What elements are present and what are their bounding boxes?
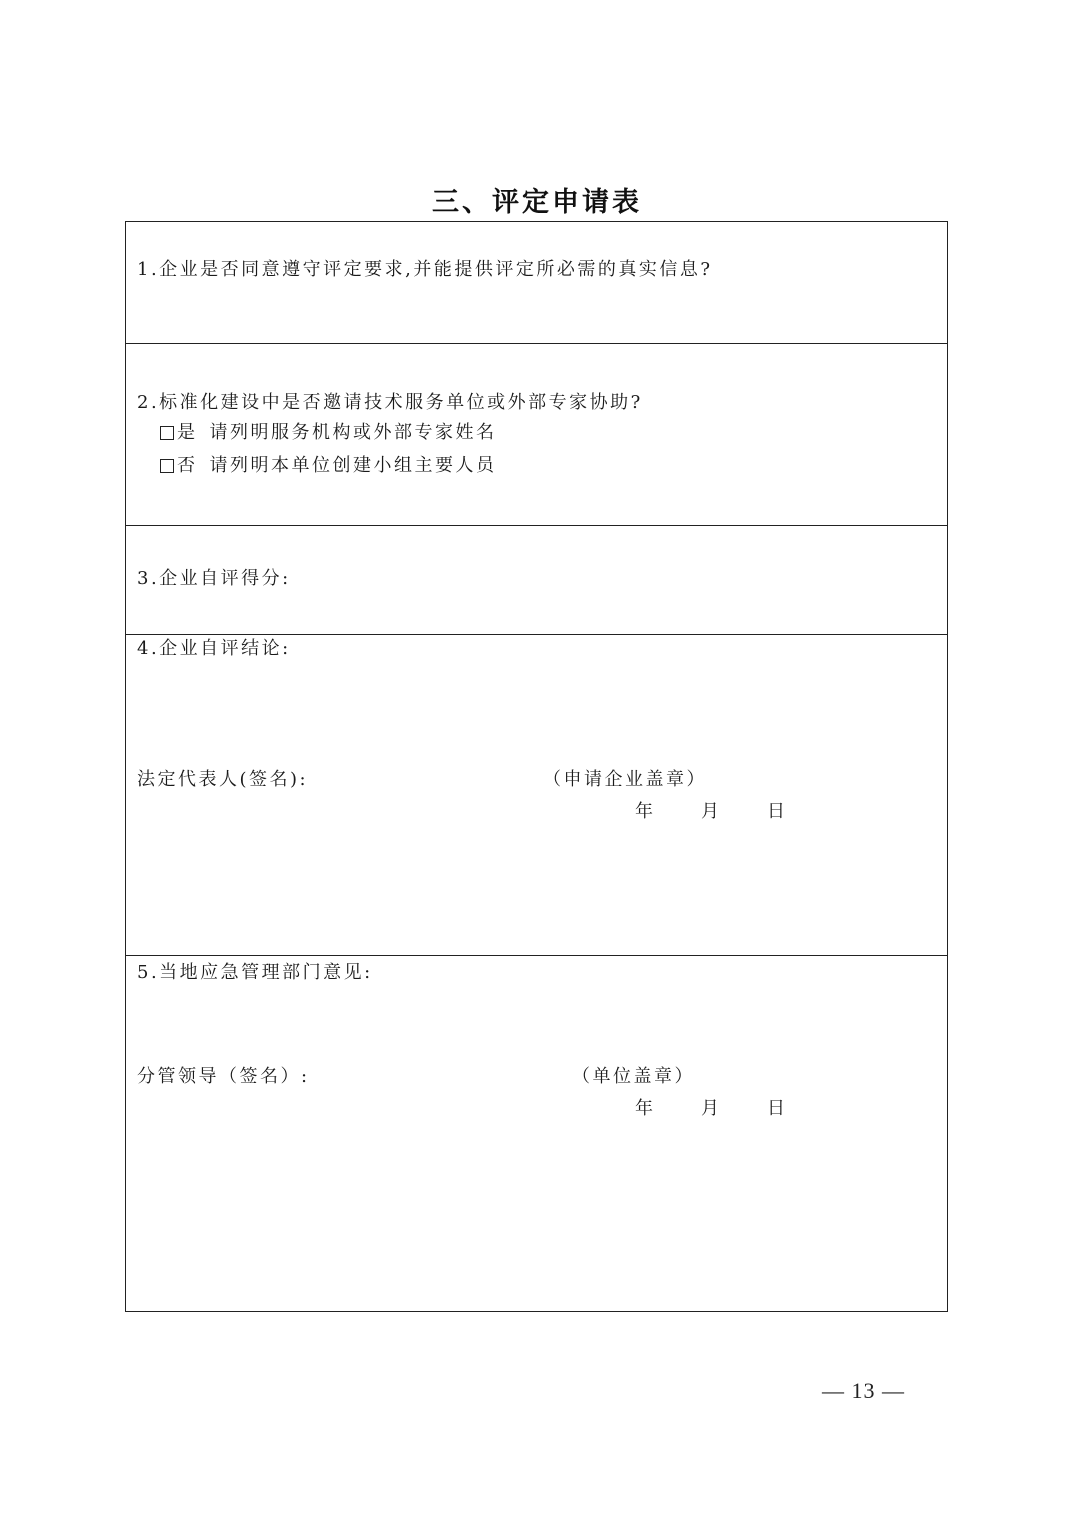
question-5-text: 5.当地应急管理部门意见: [137, 962, 373, 983]
date-day-label: 日 [767, 801, 788, 822]
page-number: — 13 — [822, 1378, 905, 1403]
date-month-label: 月 [701, 801, 722, 822]
question-2-text: 2.标准化建设中是否邀请技术服务单位或外部专家协助? [137, 392, 643, 413]
option-yes-label: 是 [177, 422, 198, 443]
form-row-5 [126, 956, 947, 1311]
option-yes[interactable] [160, 424, 497, 442]
option-no-label: 否 [177, 455, 198, 476]
question-3-text: 3.企业自评得分: [137, 568, 291, 589]
form-row-2 [126, 344, 947, 526]
checkbox-no[interactable] [160, 459, 174, 473]
question-1-text: 1.企业是否同意遵守评定要求,并能提供评定所必需的真实信息? [137, 259, 713, 280]
date-month-label-2: 月 [701, 1098, 722, 1119]
form-row-3 [126, 526, 947, 635]
question-4-text: 4.企业自评结论: [137, 638, 291, 659]
form-row-1 [126, 222, 947, 344]
unit-seal-label: （单位盖章） [572, 1066, 695, 1087]
checkbox-yes[interactable] [160, 426, 174, 440]
option-yes-note: 请列明服务机构或外部专家姓名 [209, 422, 497, 443]
option-no[interactable] [160, 457, 497, 475]
date-year-label-2: 年 [635, 1098, 656, 1119]
form-row-4 [126, 635, 947, 956]
page-title: 三、评定申请表 [432, 187, 642, 218]
legal-rep-signature-label: 法定代表人(签名): [137, 769, 309, 790]
company-seal-label: （申请企业盖章） [543, 769, 707, 790]
date-day-label-2: 日 [767, 1098, 788, 1119]
option-no-note: 请列明本单位创建小组主要人员 [209, 455, 497, 476]
leader-signature-label: 分管领导（签名）: [137, 1066, 310, 1087]
date-year-label: 年 [635, 801, 656, 822]
application-form-table [125, 221, 948, 1312]
